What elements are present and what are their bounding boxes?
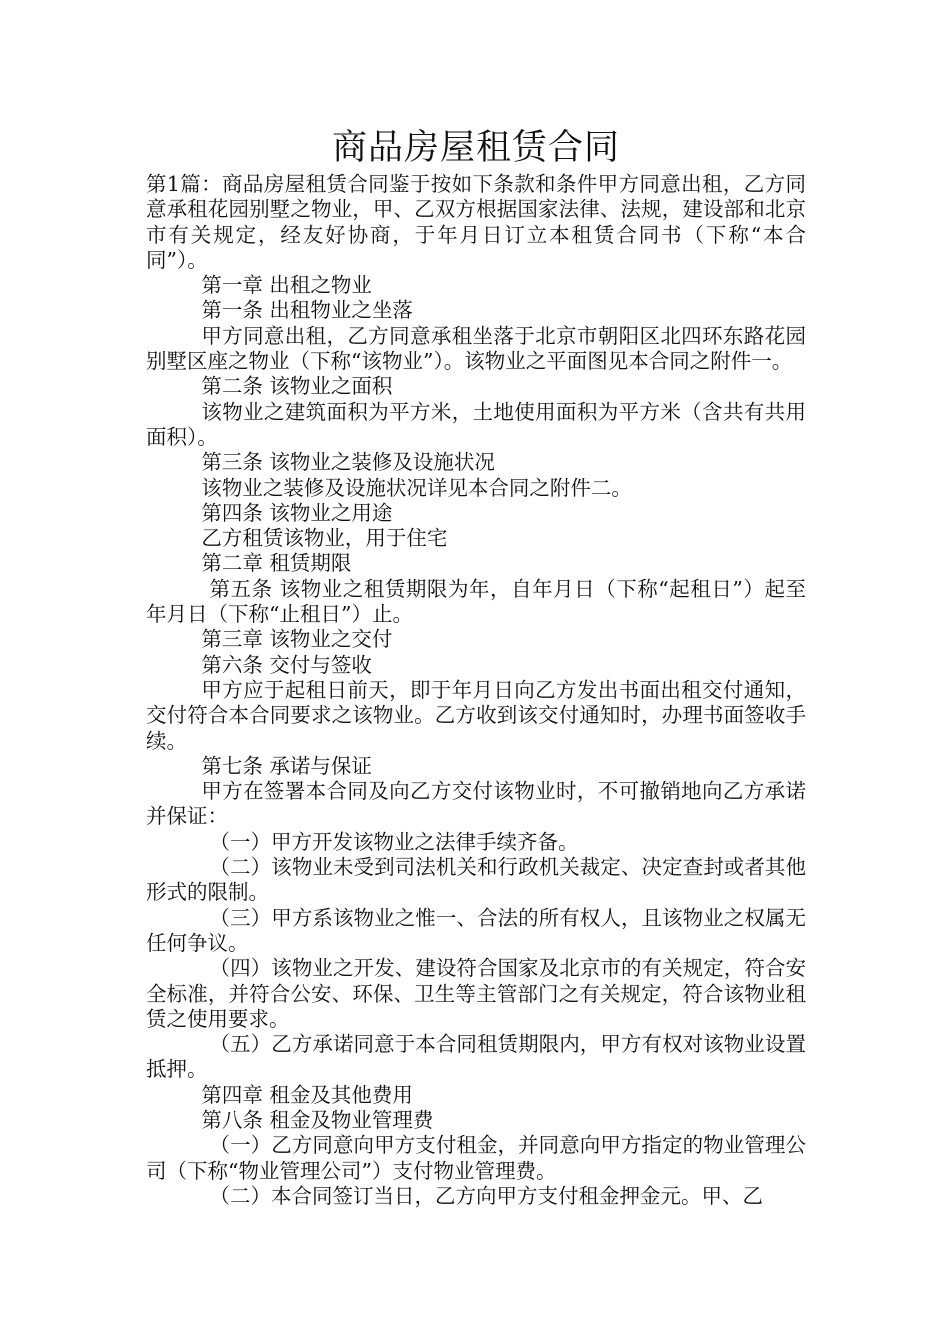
article-3-text: 该物业之装修及设施状况详见本合同之附件二。 (201, 475, 632, 500)
article-2-text: 该物业之建筑面积为平方米，土地使用面积为平方米（含共有共用面积）。 (146, 399, 806, 449)
article-2-heading: 第二条 该物业之面积 (201, 374, 393, 399)
paragraph-preamble: 第1篇：商品房屋租赁合同鉴于按如下条款和条件甲方同意出租，乙方同意承租花园别墅之物业，甲、乙双方根据国家法律、法规，建设部和北京市有关规定，经友好协商，于年月日订立本租赁合同书（下称“本合同”）。 (146, 172, 806, 272)
article-7-text: 甲方在签署本合同及向乙方交付该物业时，不可撤销地向乙方承诺并保证： (146, 779, 806, 829)
document-body (146, 172, 806, 1209)
chapter-2-heading: 第二章 租赁期限 (201, 551, 352, 576)
article-8-item-2: （二）本合同签订当日，乙方向甲方支付租金押金元。甲、乙 (209, 1183, 764, 1208)
article-8-item-1: （一）乙方同意向甲方支付租金，并同意向甲方指定的物业管理公司（下称“物业管理公司”）支付物业管理费。 (146, 1133, 806, 1183)
article-4-text: 乙方租赁该物业，用于住宅 (201, 526, 448, 551)
chapter-3-heading: 第三章 该物业之交付 (201, 627, 393, 652)
article-1-heading: 第一条 出租物业之坐落 (201, 298, 413, 323)
document-title: 商品房屋租赁合同 (331, 128, 620, 168)
article-4-heading: 第四条 该物业之用途 (201, 500, 393, 525)
article-7-heading: 第七条 承诺与保证 (201, 753, 372, 778)
article-6-heading: 第六条 交付与签收 (201, 652, 372, 677)
article-7-item-2: （二）该物业未受到司法机关和行政机关裁定、决定查封或者其他形式的限制。 (146, 855, 806, 905)
article-1-text: 甲方同意出租，乙方同意承租坐落于北京市朝阳区北四环东路花园别墅区座之物业（下称“该物业”）。该物业之平面图见本合同之附件一。 (146, 323, 806, 374)
article-8-heading: 第八条 租金及物业管理费 (201, 1107, 434, 1132)
article-7-item-4: （四）该物业之开发、建设符合国家及北京市的有关规定，符合安全标准，并符合公安、环保、卫生等主管部门之有关规定，符合该物业租赁之使用要求。 (146, 956, 806, 1031)
article-7-item-5: （五）乙方承诺同意于本合同租赁期限内，甲方有权对该物业设置抵押。 (146, 1032, 806, 1082)
chapter-1-heading: 第一章 出租之物业 (201, 273, 372, 298)
article-5-text: 第五条 该物业之租赁期限为年，自年月日（下称“起租日”）起至年月日（下称“止租日”）止。 (146, 576, 806, 627)
article-6-text: 甲方应于起租日前天，即于年月日向乙方发出书面出租交付通知，交付符合本合同要求之该物业。乙方收到该交付通知时，办理书面签收手续。 (146, 677, 806, 753)
article-7-item-1: （一）甲方开发该物业之法律手续齐备。 (209, 829, 579, 854)
document-page (146, 124, 806, 1209)
article-3-heading: 第三条 该物业之装修及设施状况 (201, 450, 495, 475)
chapter-4-heading: 第四章 租金及其他费用 (201, 1082, 413, 1107)
article-7-item-3: （三）甲方系该物业之惟一、合法的所有权人，且该物业之权属无任何争议。 (146, 905, 806, 955)
